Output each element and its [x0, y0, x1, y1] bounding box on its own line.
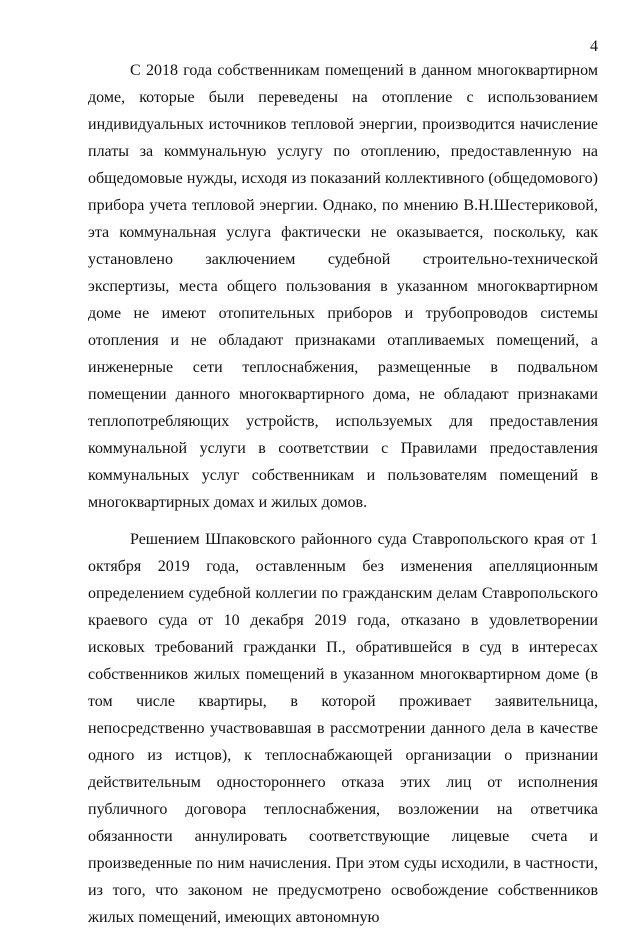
paragraph-heating-charges: С 2018 года собственникам помещений в данном многоквартирном доме, которые были переведены на отопление с использованием индивидуальных источников тепловой энергии, производится начисление платы за коммунальную услугу по отоплению, предоставленную на общедомовые нужды, исходя из показаний коллективного (общедомового) прибора учета тепловой энергии. Однако, по мнению В.Н.Шестериковой, эта коммунальная услуга фактически не оказывается, поскольку, как установлено заключением судебной строительно-технической экспертизы, места общего пользования в указанном многоквартирном доме не имеют отопительных приборов и трубопроводов системы отопления и не обладают признаками отапливаемых помещений, а инженерные сети теплоснабжения, размещенные в подвальном помещении данного многоквартирного дома, не обладают признаками теплопотребляющих устройств, используемых для предоставления коммунальной услуги в соответствии с Правилами предоставления коммунальных услуг собственникам и пользователям помещений в многоквартирных домах и жилых домов.	[88, 62, 598, 511]
document-body	[88, 57, 598, 931]
paragraph-court-decision: Решением Шпаковского районного суда Ставропольского края от 1 октября 2019 года, оставленным без изменения апелляционным определением судебной коллегии по гражданским делам Ставропольского краевого суда от 10 декабря 2019 года, отказано в удовлетворении исковых требований гражданки П., обратившейся в суд в интересах собственников жилых помещений в указанном многоквартирном доме (в том числе квартиры, в которой проживает заявительница, непосредственно участвовавшая в рассмотрении данного дела в качестве одного из истцов), к теплоснабжающей организации о признании действительным одностороннего отказа этих лиц от исполнения публичного договора теплоснабжения, возложении на ответчика обязанности аннулировать соответствующие лицевые счета и произведенные по ним начисления. При этом суды исходили, в частности, из того, что законом не предусмотрено освобождение собственников жилых помещений, имеющих автономную	[88, 531, 598, 926]
page-number: 4	[590, 38, 598, 55]
